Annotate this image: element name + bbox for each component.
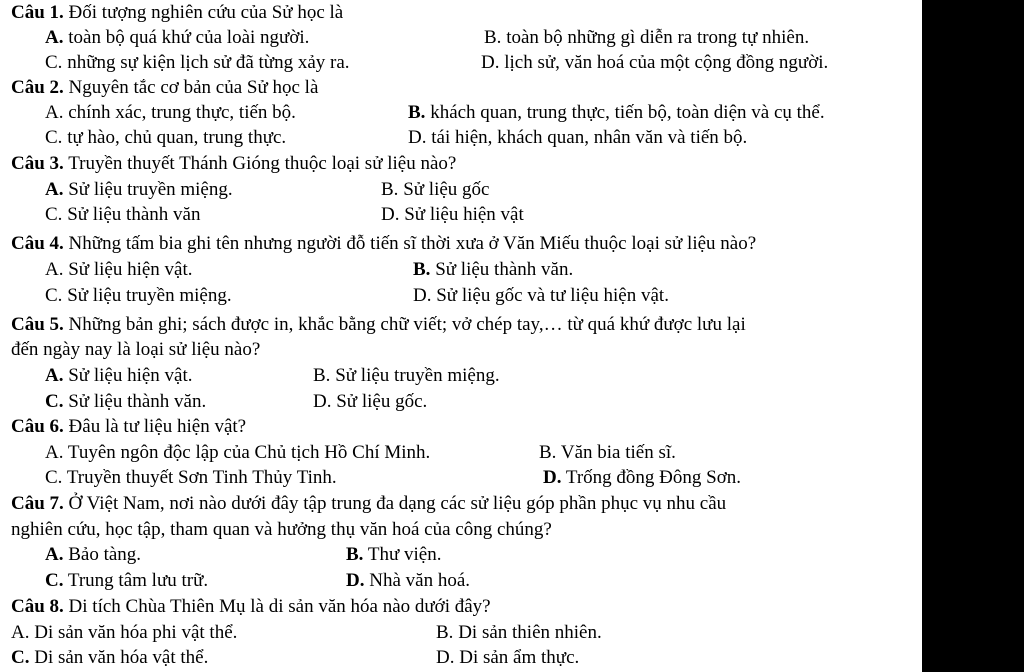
option-text: Sử liệu thành văn.	[435, 259, 574, 280]
option-text: Sử liệu gốc	[403, 179, 490, 200]
question-5-option-d	[313, 390, 427, 414]
option-letter: B.	[484, 27, 502, 48]
question-6-option-b	[539, 441, 676, 465]
option-letter: C.	[45, 285, 63, 306]
question-8-option-d	[436, 646, 579, 670]
option-letter: D.	[381, 204, 400, 225]
option-text: Văn bia tiến sĩ.	[560, 442, 676, 463]
question-6-option-d	[543, 466, 741, 490]
question-8	[11, 595, 491, 619]
question-4-option-b	[413, 258, 573, 282]
question-5-option-b	[313, 364, 500, 388]
option-letter: C.	[45, 467, 63, 488]
option-letter: B.	[408, 102, 426, 123]
question-7	[11, 492, 726, 516]
question-3-option-d	[381, 203, 524, 227]
option-text: tái hiện, khách quan, nhân văn và tiến bộ.	[431, 127, 748, 148]
option-text: Di sản thiên nhiên.	[458, 622, 602, 643]
option-text: Sử liệu thành văn.	[68, 391, 207, 412]
question-2-option-a	[45, 101, 296, 125]
option-letter: A.	[45, 179, 64, 200]
question-4-text: Những tấm bia ghi tên nhưng người đỗ tiến sĩ thời xưa ở Văn Miếu thuộc loại sử liệu nào?	[68, 233, 757, 254]
option-letter: A.	[11, 622, 30, 643]
question-1-label: Câu 1.	[11, 2, 64, 23]
option-letter: A.	[45, 102, 64, 123]
option-letter: C.	[11, 647, 30, 668]
option-letter: D.	[346, 570, 365, 591]
question-4-label: Câu 4.	[11, 233, 64, 254]
option-text: Nhà văn hoá.	[369, 570, 471, 591]
question-1-option-c	[45, 51, 350, 75]
option-text: toàn bộ quá khứ của loài người.	[68, 27, 310, 48]
question-1	[11, 1, 343, 25]
option-letter: B.	[539, 442, 557, 463]
question-2-text: Nguyên tắc cơ bản của Sử học là	[68, 77, 319, 98]
question-3-option-a	[45, 178, 233, 202]
question-7-option-c	[45, 569, 208, 593]
question-2	[11, 76, 318, 100]
question-6	[11, 415, 246, 439]
question-8-option-c	[11, 646, 208, 670]
option-letter: C.	[45, 391, 64, 412]
question-1-option-a	[45, 26, 309, 50]
question-3-text: Truyền thuyết Thánh Gióng thuộc loại sử liệu nào?	[68, 153, 457, 174]
option-text: Sử liệu thành văn	[67, 204, 201, 225]
option-letter: B.	[381, 179, 399, 200]
option-text: Sử liệu gốc.	[336, 391, 428, 412]
question-5-text-continued: đến ngày nay là loại sử liệu nào?	[11, 339, 261, 360]
question-4	[11, 232, 756, 256]
question-5-text: Những bản ghi; sách được in, khắc bằng chữ viết; vở chép tay,… từ quá khứ được lưu lại	[68, 314, 746, 335]
question-3-option-b	[381, 178, 489, 202]
question-2-option-b	[408, 101, 825, 125]
option-text: Bảo tàng.	[68, 544, 142, 565]
option-text: Di sản ẩm thực.	[459, 647, 580, 668]
question-3-option-c	[45, 203, 200, 227]
option-text: Sử liệu hiện vật	[404, 204, 524, 225]
option-letter: C.	[45, 204, 63, 225]
question-2-label: Câu 2.	[11, 77, 64, 98]
option-letter: A.	[45, 259, 64, 280]
question-5-label: Câu 5.	[11, 314, 64, 335]
option-text: Di sản văn hóa phi vật thể.	[34, 622, 238, 643]
option-letter: D.	[408, 127, 427, 148]
option-text: Di sản văn hóa vật thể.	[34, 647, 209, 668]
option-letter: B.	[346, 544, 364, 565]
question-7-text-continued: nghiên cứu, học tập, tham quan và hưởng thụ văn hoá của công chúng?	[11, 519, 552, 540]
question-7-label: Câu 7.	[11, 493, 64, 514]
option-text: Thư viện.	[367, 544, 442, 565]
option-text: tự hào, chủ quan, trung thực.	[67, 127, 287, 148]
option-text: lịch sử, văn hoá của một cộng đồng người.	[504, 52, 829, 73]
option-letter: A.	[45, 27, 64, 48]
option-text: Sử liệu truyền miệng.	[68, 179, 233, 200]
question-5	[11, 313, 746, 337]
question-2-option-c	[45, 126, 286, 150]
option-letter: D.	[436, 647, 455, 668]
option-letter: D.	[481, 52, 500, 73]
question-5-option-a	[45, 364, 193, 388]
option-text: khách quan, trung thực, tiến bộ, toàn diện và cụ thể.	[430, 102, 825, 123]
option-text: Sử liệu truyền miệng.	[67, 285, 232, 306]
option-text: Trung tâm lưu trữ.	[67, 570, 209, 591]
question-6-option-c	[45, 466, 337, 490]
option-text: Sử liệu hiện vật.	[68, 259, 193, 280]
option-letter: B.	[413, 259, 431, 280]
option-letter: B.	[313, 365, 331, 386]
question-8-label: Câu 8.	[11, 596, 64, 617]
option-letter: C.	[45, 52, 63, 73]
option-letter: D.	[413, 285, 432, 306]
option-letter: B.	[436, 622, 454, 643]
option-letter: A.	[45, 544, 64, 565]
question-3-label: Câu 3.	[11, 153, 64, 174]
question-8-option-b	[436, 621, 602, 645]
question-6-option-a	[45, 441, 430, 465]
question-6-text: Đâu là tư liệu hiện vật?	[68, 416, 247, 437]
question-5-option-c	[45, 390, 206, 414]
question-7-text: Ở Việt Nam, nơi nào dưới đây tập trung đa dạng các sử liệu góp phần phục vụ nhu cầu	[68, 493, 727, 514]
question-2-option-d	[408, 126, 747, 150]
question-4-option-d	[413, 284, 669, 308]
option-text: chính xác, trung thực, tiến bộ.	[68, 102, 296, 123]
option-text: những sự kiện lịch sử đã từng xảy ra.	[67, 52, 350, 73]
question-1-text: Đối tượng nghiên cứu của Sử học là	[68, 2, 344, 23]
option-text: Truyền thuyết Sơn Tinh Thủy Tinh.	[66, 467, 337, 488]
question-1-option-d	[481, 51, 828, 75]
option-letter: C.	[45, 570, 64, 591]
option-text: Sử liệu gốc và tư liệu hiện vật.	[436, 285, 669, 306]
option-letter: C.	[45, 127, 63, 148]
option-text: Trống đồng Đông Sơn.	[565, 467, 742, 488]
question-6-label: Câu 6.	[11, 416, 64, 437]
option-letter: D.	[313, 391, 332, 412]
option-text: Tuyên ngôn độc lập của Chủ tịch Hồ Chí Minh.	[67, 442, 431, 463]
question-1-option-b	[484, 26, 809, 50]
question-4-option-a	[45, 258, 193, 282]
option-text: Sử liệu hiện vật.	[68, 365, 193, 386]
question-7-option-a	[45, 543, 141, 567]
question-7-option-d	[346, 569, 470, 593]
question-3	[11, 152, 456, 176]
question-8-option-a	[11, 621, 237, 645]
question-7-option-b	[346, 543, 441, 567]
option-letter: A.	[45, 365, 64, 386]
option-letter: A.	[45, 442, 64, 463]
option-letter: D.	[543, 467, 562, 488]
option-text: toàn bộ những gì diễn ra trong tự nhiên.	[506, 27, 810, 48]
question-4-option-c	[45, 284, 232, 308]
question-8-text: Di tích Chùa Thiên Mụ là di sản văn hóa nào dưới đây?	[68, 596, 491, 617]
option-text: Sử liệu truyền miệng.	[335, 365, 500, 386]
